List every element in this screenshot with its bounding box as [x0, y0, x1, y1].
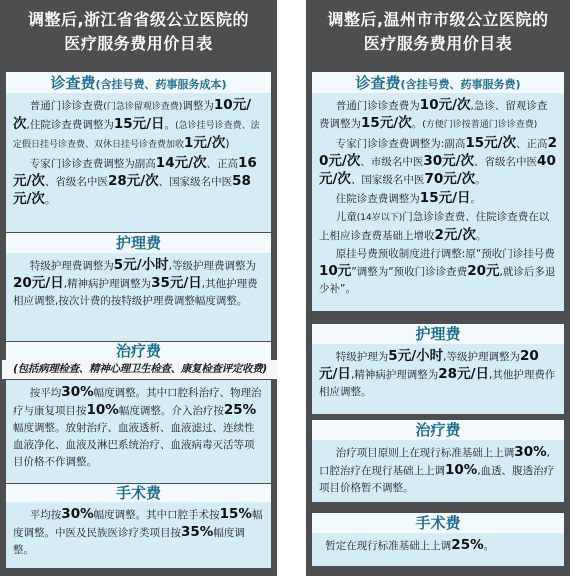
- right-surgery-box: [312, 533, 564, 566]
- right-diag-p4: 儿童(14岁以下)门急诊诊查费、住院诊查费在以上相应诊查费基础上增收2元/次。: [319, 211, 550, 243]
- left-diag-p2: 专家门诊诊查费调整为副高14元/次、正高16元/次、省级名中医28元/次、国家级名中医58元/次。: [13, 155, 257, 207]
- left-treat-note: (包括病理检查、精神心理卫生检查、康复检查评定收费): [2, 360, 278, 379]
- left-surgery-box: [6, 502, 271, 568]
- right-title: 调整后,温州市市级公立医院的 医疗服务费用价目表: [327, 10, 549, 53]
- left-nursing-box: [6, 253, 271, 341]
- right-diag-p1: 普通门诊诊查费为10元/次,急诊、留观诊查费调整为15元/次。(方便门诊按普通门诊诊查费): [319, 97, 548, 131]
- left-treat-box: [6, 380, 271, 483]
- left-diag-box: [6, 93, 271, 232]
- right-diag-box: [312, 93, 564, 311]
- left-treat-header: 治疗费: [6, 342, 271, 360]
- right-diag-p2: 专家门诊诊查费调整为:副高15元/次、正高20元/次、市级名中医30元/次、省级名中医40元/次、国家级名中医70元/次。: [319, 135, 557, 187]
- right-treat-box: [312, 440, 564, 502]
- right-treat-p1: 治疗项目原则上在现行标准基础上上调30%,口腔治疗在现行基础上上调10%,血透、腹透治疗项目价格暂不调整。: [319, 444, 555, 494]
- left-diag-header: 诊查费(含挂号费、药事服务成本): [6, 72, 271, 93]
- left-title: 调整后,浙江省省级公立医院的 医疗服务费用价目表: [27, 10, 250, 53]
- right-diag-header: 诊查费(含挂号费、药事服务费): [312, 72, 564, 93]
- left-diag-p1: 普通门诊诊查费(门急诊留观诊查费)调整为10元/次,住院诊查费调整为15元/日。(急诊挂号诊查费、法定假日挂号诊查费、双休日挂号诊查费加收1元/次): [13, 97, 260, 151]
- right-nursing-p1: 特级护理为5元/小时,等级护理调整为20元/日,精神病护理调整为28元/日,其他护理费作相应调整。: [319, 348, 556, 398]
- right-nursing-header: 护理费: [312, 324, 564, 344]
- left-surgery-p1: 平均按30%幅度调整。其中口腔手术按15%幅度调整。中医及民族医诊疗类项目按35%幅度调整。: [13, 506, 263, 556]
- left-nursing-p1: 特级护理费调整为5元/小时,等级护理费调整为20元/日,精神病护理调整为35元/日,其他护理费相应调整,按次计费的按特级护理费调整幅度调整。: [13, 257, 258, 307]
- right-column-wenzhou: [306, 0, 570, 576]
- right-diag-p5: 原挂号费预收制度进行调整:原“预收门诊挂号费10元”调整为“预收门诊诊查费20元,就诊后多退少补”。: [319, 248, 556, 295]
- left-column-zhejiang: [0, 0, 277, 576]
- left-surgery-header: 手术费: [6, 484, 271, 502]
- left-nursing-header: 护理费: [6, 233, 271, 253]
- right-diag-p3: 住院诊查费调整为15元/日。: [335, 190, 482, 206]
- right-treat-header: 治疗费: [312, 420, 564, 440]
- right-nursing-box: [312, 344, 564, 414]
- right-surgery-header: 手术费: [312, 513, 564, 533]
- right-surgery-p1: 暂定在现行标准基础上上调25%。: [325, 537, 495, 553]
- left-treat-p1: 按平均30%幅度调整。其中口腔科治疗、物理治疗与康复项目按10%幅度调整。介入治疗按25%幅度调整。放射治疗、血液透析、血液滤过、连续性血液净化、血液及淋巴系统治疗、血液病毒灭活等项目价格不作调整。: [13, 384, 262, 468]
